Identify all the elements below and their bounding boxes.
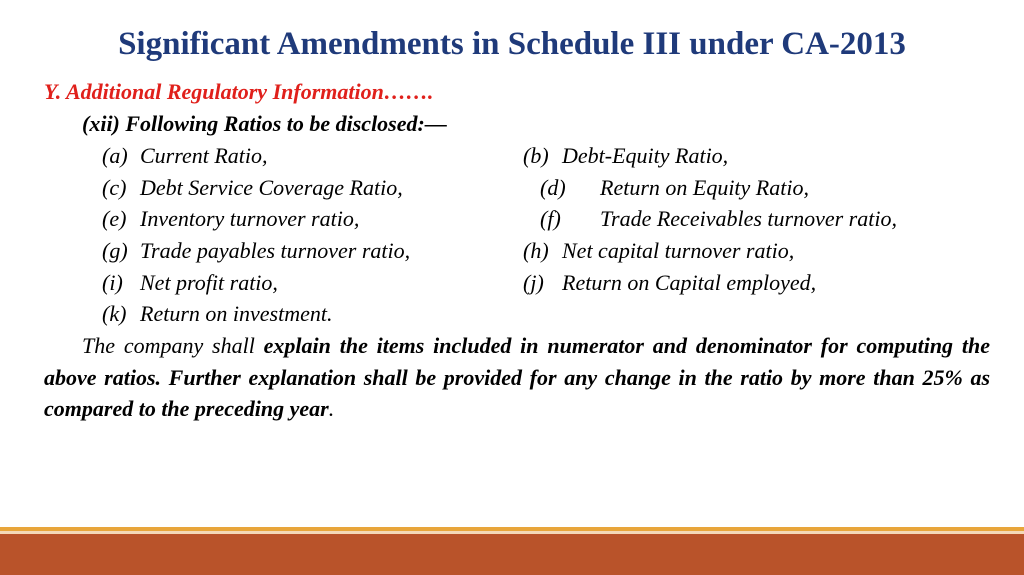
ratio-name: Net capital turnover ratio, <box>562 238 795 263</box>
note-lead: The company shall <box>82 333 264 358</box>
ratio-name: Trade Receivables turnover ratio, <box>600 206 897 231</box>
ratio-name: Trade payables turnover ratio, <box>140 238 411 263</box>
ratio-letter: (k) <box>102 301 127 326</box>
ratios-subheading: (xii) Following Ratios to be disclosed:— <box>82 111 447 136</box>
ratio-letter: (c) <box>102 175 127 200</box>
ratio-name: Debt-Equity Ratio, <box>562 143 729 168</box>
ratio-item-k <box>102 301 333 327</box>
ratio-item-d <box>540 175 809 201</box>
ratio-name: Return on Capital employed, <box>562 270 817 295</box>
ratio-item-h <box>523 238 795 264</box>
ratio-item-a <box>102 143 268 169</box>
ratio-item-i <box>102 270 278 296</box>
ratio-letter: (j) <box>523 270 544 295</box>
ratio-item-e <box>102 206 360 232</box>
ratio-letter: (i) <box>102 270 123 295</box>
disclosure-note <box>44 330 990 425</box>
ratio-letter: (d) <box>540 175 566 200</box>
ratio-letter: (e) <box>102 206 127 231</box>
ratio-name: Return on Equity Ratio, <box>600 175 809 200</box>
ratio-item-f <box>540 206 897 232</box>
note-emphasis: explain the items included in numerator and denominator for computing the above ratios. Further explanation shall be provided for any change in the ratio by more than 25% as compared to the preceding year <box>44 333 990 421</box>
section-heading: Y. Additional Regulatory Information……. <box>44 79 434 104</box>
note-end: . <box>328 396 335 421</box>
ratio-letter: (g) <box>102 238 128 263</box>
ratio-letter: (b) <box>523 143 549 168</box>
ratio-name: Current Ratio, <box>140 143 268 168</box>
ratio-item-c <box>102 175 403 201</box>
ratio-letter: (a) <box>102 143 128 168</box>
ratio-item-j <box>523 270 817 296</box>
ratio-letter: (f) <box>540 206 561 231</box>
slide-title: Significant Amendments in Schedule III under CA-2013 <box>118 26 906 62</box>
footer-bar <box>0 534 1024 575</box>
ratio-name: Net profit ratio, <box>140 270 278 295</box>
ratio-name: Debt Service Coverage Ratio, <box>140 175 403 200</box>
ratio-name: Return on investment. <box>140 301 333 326</box>
ratio-item-b <box>523 143 729 169</box>
ratio-item-g <box>102 238 411 264</box>
ratio-letter: (h) <box>523 238 549 263</box>
ratio-name: Inventory turnover ratio, <box>140 206 360 231</box>
